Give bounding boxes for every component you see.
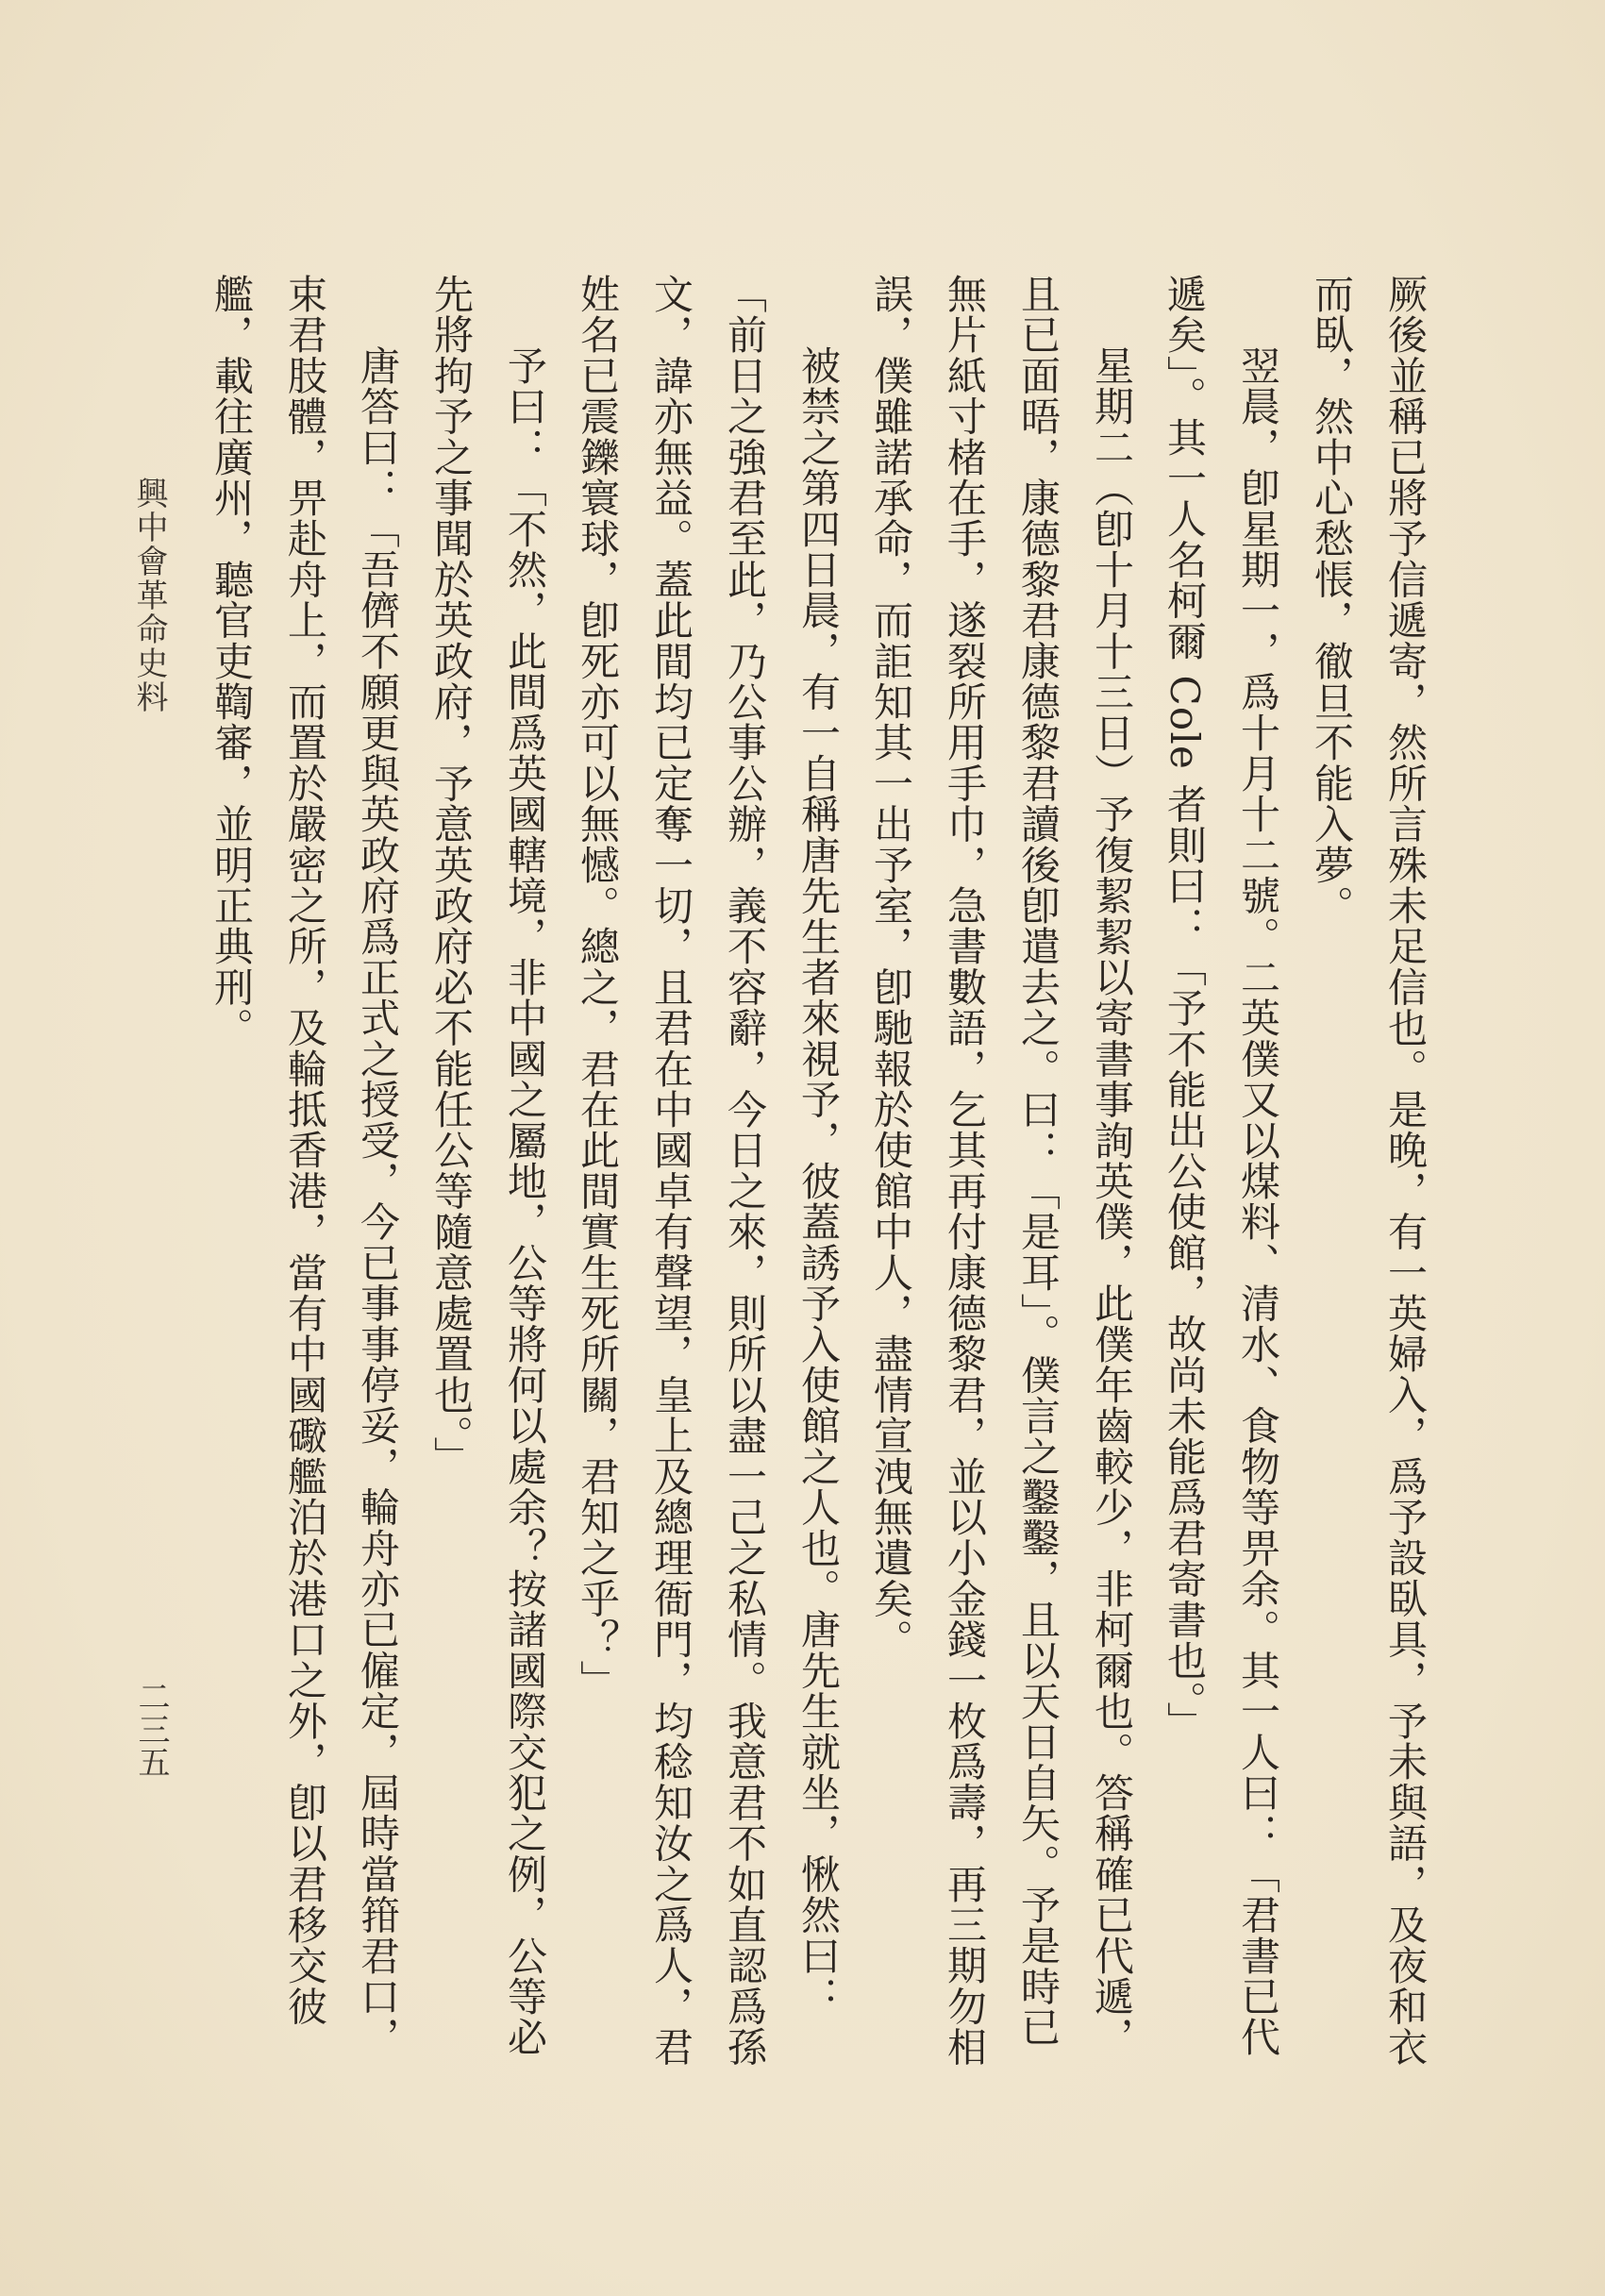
text-column-7: 無片紙寸楮在手，遂裂所用手巾，急書數語，乞其再付康德黎君，並以小金錢一枚爲壽，再三期勿相 (942, 274, 988, 2068)
text-column-9: 被禁之第四日晨，有一自稱唐先生者來視予，彼蓋誘予入使館之人也。唐先生就坐，愀然曰： (795, 345, 842, 2018)
text-column-10: 「前日之強君至此，乃公事公辦，義不容辭，今日之來，則所以盡一己之私情。我意君不如直認爲孫 (722, 274, 768, 2068)
text-column-17: 艦，載往廣州，聽官吏鞫審，並明正典刑。 (209, 274, 255, 1048)
text-column-11: 文，諱亦無益。蓋此間均已定奪一切，且君在中國卓有聲望，皇上及總理衙門，均稔知汝之爲人，君 (648, 274, 694, 2068)
text-column-2: 而臥，然中心愁悵，徹旦不能入夢。 (1309, 274, 1355, 927)
running-footer-book-title: 興中會革命史料 (130, 477, 168, 714)
text-column-3: 翌晨，卽星期一，爲十月十二號。二英僕又以煤料、清水、食物等畀余。其一人曰：「君書已代 (1235, 345, 1281, 2058)
text-column-5: 星期二（卽十月十三日）予復絜絜以寄書事詢英僕，此僕年齒較少，非柯爾也。答稱確已代遞， (1089, 345, 1135, 2058)
text-column-6: 且已面晤，康德黎君康德黎君讀後卽遣去之。曰：「是耳」。僕言之鑿鑿，且以天日自矢。予是時已 (1015, 274, 1062, 2048)
text-column-15: 唐答曰：「吾儕不願更與英政府爲正式之授受，今已事事停妥，輪舟亦已僱定，屆時當箝君口， (355, 345, 401, 2058)
text-column-1: 厥後並稱已將予信遞寄，然所言殊未足信也。是晚，有一英婦入，爲予設臥具，予未與語，及夜和衣 (1382, 274, 1429, 2068)
text-column-13: 予曰：「不然，此間爲英國轄境，非中國之屬地，公等將何以處余？按諸國際交犯之例，公等必 (502, 345, 548, 2058)
text-column-4: 遞矣」。其一人名柯爾 Cole 者則曰：「予不能出公使館，故尚未能爲君寄書也。」 (1162, 274, 1208, 1743)
text-column-16: 束君肢體，畀赴舟上，而置於嚴密之所，及輪抵香港，當有中國礮艦泊於港口之外，卽以君移交彼 (282, 274, 328, 2027)
text-column-14: 先將拘予之事聞於英政府，予意英政府必不能任公等隨意處置也。」 (428, 274, 475, 1477)
text-column-8: 誤，僕雖諾承命，而詎知其一出予室，卽馳報於使館中人，盡情宣洩無遺矣。 (868, 274, 914, 1660)
text-column-12: 姓名已震鑠寰球，卽死亦可以無憾。總之，君在此間實生死所關，君知之乎？」 (575, 274, 621, 1701)
page-number: 二三五 (132, 1680, 170, 1779)
